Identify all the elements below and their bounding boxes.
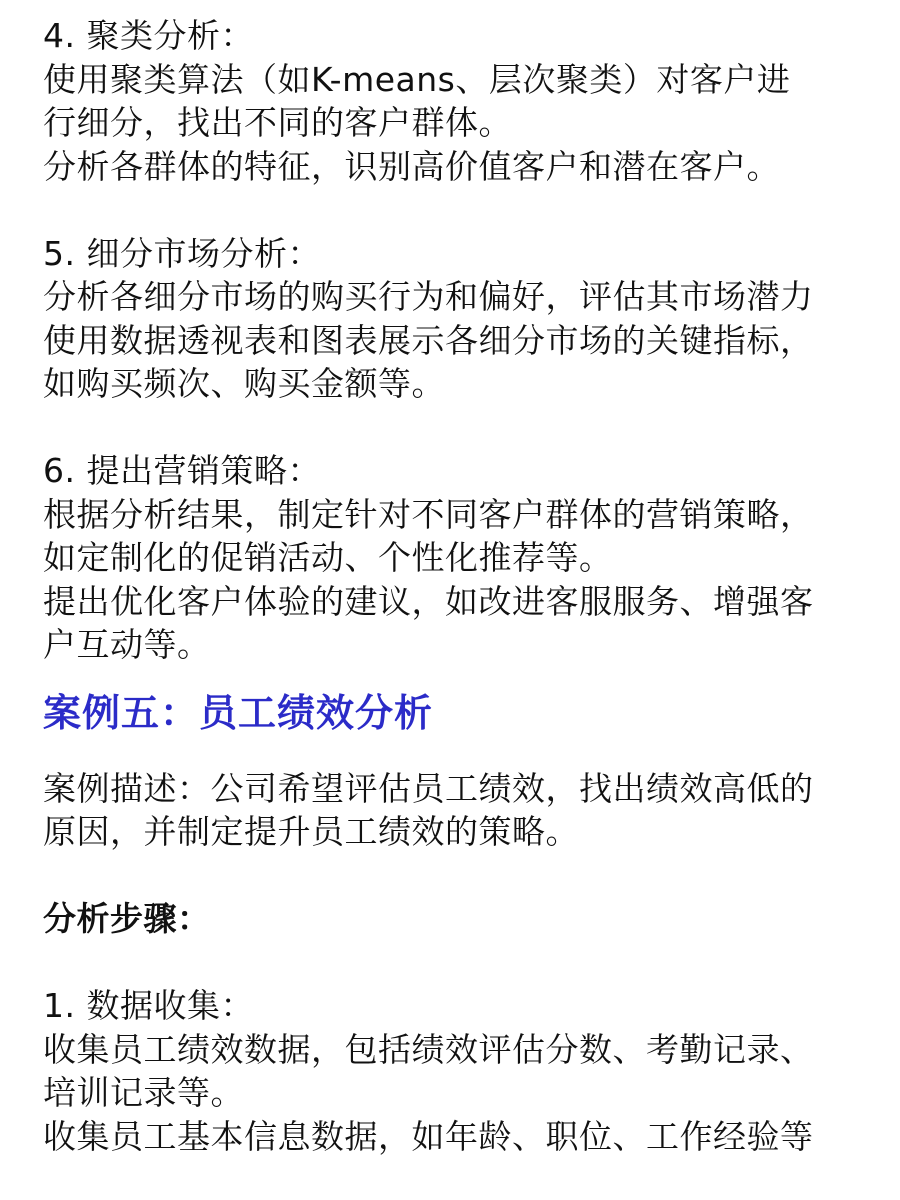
paragraph-line: 案例描述：公司希望评估员工绩效，找出绩效高低的: [43, 768, 814, 808]
case-description: [43, 767, 873, 854]
paragraph-line: 行细分，找出不同的客户群体。: [43, 103, 512, 142]
spacer: [43, 854, 873, 898]
section-segment-analysis: [43, 232, 873, 406]
section-clustering: [43, 14, 873, 188]
paragraph-line: 收集员工基本信息数据，如年龄、职位、工作经验等: [43, 1116, 814, 1156]
step-data-collection: [43, 984, 873, 1158]
case-heading: 案例五：员工绩效分析: [43, 690, 434, 735]
paragraph-line: 收集员工绩效数据，包括绩效评估分数、考勤记录、: [43, 1029, 814, 1069]
paragraph-line: 根据分析结果，制定针对不同客户群体的营销策略，: [43, 494, 814, 534]
paragraph-line: 使用聚类算法（如K-means、层次聚类）对客户进: [43, 59, 791, 99]
steps-label: 分析步骤：: [43, 899, 211, 938]
section-marketing-strategy: [43, 449, 873, 667]
paragraph-line: 如定制化的促销活动、个性化推荐等。: [43, 538, 613, 577]
document-body: [43, 14, 873, 1158]
paragraph-line: 原因，并制定提升员工绩效的策略。: [43, 812, 579, 851]
paragraph-line: 使用数据透视表和图表展示各细分市场的关键指标，: [43, 320, 814, 360]
section-title: 5. 细分市场分析：: [43, 233, 321, 273]
spacer: [43, 737, 873, 767]
paragraph-line: 分析各细分市场的购买行为和偏好，评估其市场潜力: [43, 277, 814, 316]
paragraph-line: 分析各群体的特征，识别高价值客户和潜在客户。: [43, 146, 780, 186]
spacer: [43, 188, 873, 232]
section-title: 4. 聚类分析：: [43, 16, 254, 55]
paragraph-line: 户互动等。: [43, 625, 211, 664]
section-title: 1. 数据收集：: [43, 986, 254, 1025]
paragraph-line: 提出优化客户体验的建议，如改进客服服务、增强客: [43, 581, 814, 621]
section-title: 6. 提出营销策略：: [43, 451, 321, 490]
paragraph-line: 培训记录等。: [43, 1073, 244, 1112]
spacer: [43, 406, 873, 450]
paragraph-line: 如购买频次、购买金额等。: [43, 364, 445, 403]
spacer: [43, 941, 873, 985]
